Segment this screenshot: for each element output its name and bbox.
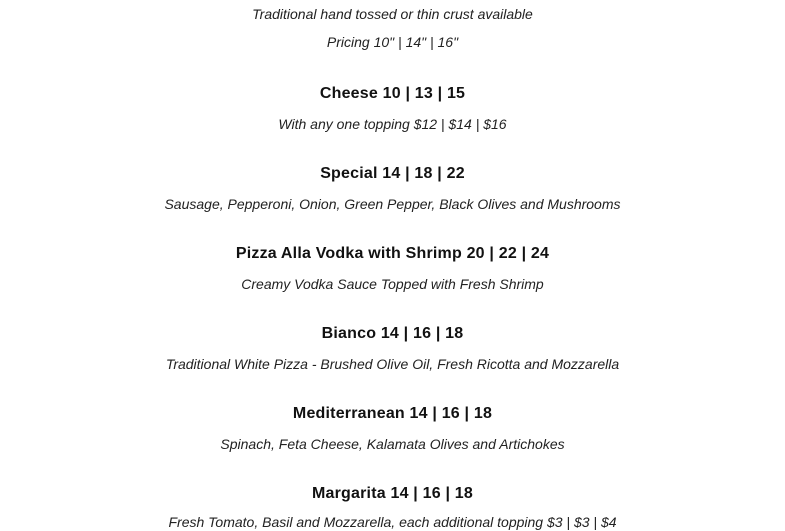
menu-item-name: Special 14 | 18 | 22 bbox=[320, 165, 465, 182]
menu-item-description: Sausage, Pepperoni, Onion, Green Pepper, Black Olives and Mushrooms bbox=[164, 196, 621, 212]
menu-item-description: Creamy Vodka Sauce Topped with Fresh Shrimp bbox=[241, 276, 544, 292]
menu-item-name: Cheese 10 | 13 | 15 bbox=[319, 85, 466, 102]
menu-item-name: Pizza Alla Vodka with Shrimp 20 | 22 | 24 bbox=[235, 245, 550, 262]
menu-item-name: Bianco 14 | 16 | 18 bbox=[321, 325, 464, 342]
menu-item-description: With any one topping $12 | $14 | $16 bbox=[278, 116, 507, 132]
pricing-note: Pricing 10" | 14" | 16" bbox=[326, 34, 459, 50]
menu-item-name: Margarita 14 | 16 | 18 bbox=[312, 485, 473, 502]
menu-item-name: Mediterranean 14 | 16 | 18 bbox=[292, 405, 493, 422]
menu-item-description: Traditional White Pizza - Brushed Olive Oil, Fresh Ricotta and Mozzarella bbox=[165, 356, 620, 372]
menu-item-description: Fresh Tomato, Basil and Mozzarella, each additional topping $3 | $3 | $4 bbox=[168, 514, 617, 530]
crust-note: Traditional hand tossed or thin crust available bbox=[252, 6, 533, 22]
menu-item-description: Spinach, Feta Cheese, Kalamata Olives and Artichokes bbox=[220, 436, 565, 452]
